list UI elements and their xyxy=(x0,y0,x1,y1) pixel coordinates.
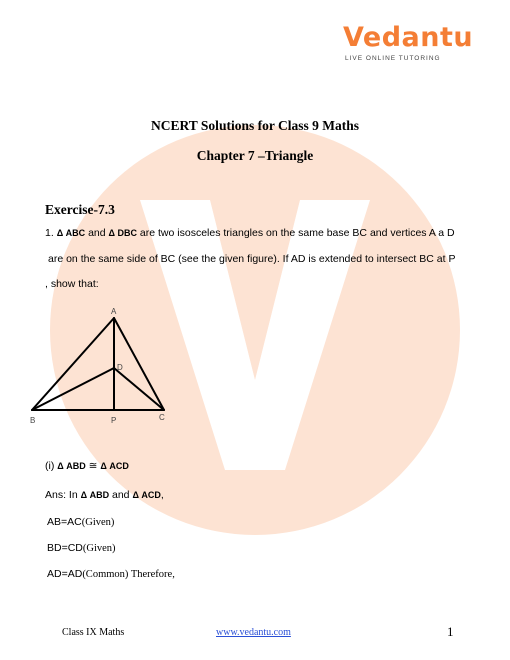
step-expression: BD=CD xyxy=(47,542,83,554)
step-note: (Given) xyxy=(81,517,115,528)
text: at xyxy=(436,253,446,265)
vertex-label-a: A xyxy=(111,307,117,316)
page-number: 1 xyxy=(447,624,454,639)
logo-wordmark: Vedantu xyxy=(343,22,474,53)
text: are on the same side of xyxy=(48,253,158,265)
vertex-label-b: B xyxy=(30,416,36,425)
footer-class-label: Class IX Maths xyxy=(62,627,125,638)
step-expression: AD=AD xyxy=(47,568,83,580)
text-comma: , xyxy=(160,489,164,501)
text-and: and xyxy=(88,227,106,239)
triangle-figure xyxy=(28,302,178,432)
text: figure). xyxy=(247,253,280,265)
text-p: P xyxy=(448,253,456,265)
text-bc: BC xyxy=(352,227,368,239)
triangle-acd: Δ ACD xyxy=(132,490,161,500)
text: triangles xyxy=(223,227,264,239)
question-line-1 xyxy=(45,227,455,239)
text-bc: BC xyxy=(419,253,434,265)
step-note: (Given) xyxy=(82,543,116,554)
vertex-label-d: D xyxy=(117,363,123,372)
answer-line xyxy=(45,489,164,501)
text: If xyxy=(282,253,289,265)
text: are two isosceles xyxy=(139,227,221,239)
congruent-symbol: ≅ xyxy=(88,460,98,472)
vertex-label-c: C xyxy=(159,413,165,422)
vedantu-logo xyxy=(340,22,480,74)
step-1 xyxy=(47,516,114,528)
step-2 xyxy=(47,542,116,554)
segment-bd xyxy=(32,368,114,410)
chapter-title: Chapter 7 –Triangle xyxy=(196,148,314,163)
question-line-3: , show that: xyxy=(45,278,99,290)
triangle-acd: Δ ACD xyxy=(100,461,129,471)
step-3 xyxy=(47,568,175,580)
part-i xyxy=(45,460,129,472)
vertex-label-p: P xyxy=(111,416,117,425)
text: and vertices xyxy=(369,227,427,239)
text-vertices: A a D xyxy=(428,227,455,239)
triangle-abc: Δ ABC xyxy=(56,228,86,238)
text-ad: AD xyxy=(290,253,306,265)
text-bc: BC xyxy=(160,253,176,265)
text: on the same base xyxy=(266,227,350,239)
question-line-2 xyxy=(48,253,456,265)
segment-cd xyxy=(114,368,164,410)
step-expression: AB=AC xyxy=(47,516,82,528)
part-label: (i) xyxy=(45,460,55,472)
text: (see the given xyxy=(178,253,245,265)
question-number: 1. xyxy=(45,227,54,239)
triangle-abd: Δ ABD xyxy=(80,490,110,500)
page-heading: NCERT Solutions for Class 9 Maths xyxy=(151,118,359,133)
footer-website-link[interactable]: www.vedantu.com xyxy=(216,627,291,638)
triangle-abd: Δ ABD xyxy=(57,461,86,471)
answer-prefix: Ans: In xyxy=(45,489,78,501)
text: is extended to intersect xyxy=(308,253,417,265)
triangle-dbc: Δ DBC xyxy=(108,228,137,238)
exercise-title: Exercise-7.3 xyxy=(45,202,115,217)
step-note: (Common) Therefore, xyxy=(82,569,175,580)
logo-tagline: LIVE ONLINE TUTORING xyxy=(345,55,441,62)
segment-ab xyxy=(32,318,114,410)
text-and: and xyxy=(112,489,130,501)
